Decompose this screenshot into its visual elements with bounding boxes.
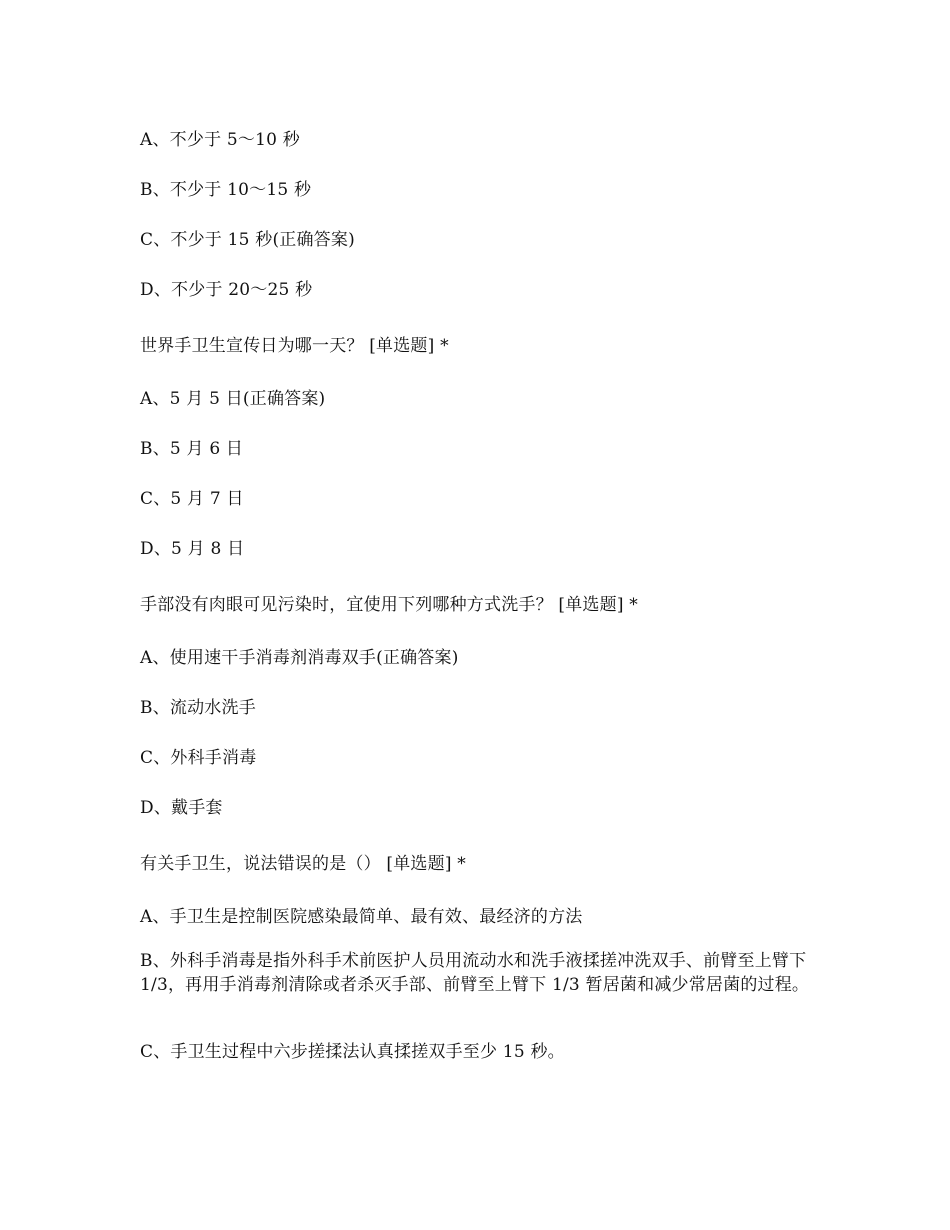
q1-option-c: C、不少于 15 秒(正确答案)	[140, 230, 355, 250]
q2-option-b: B、5 月 6 日	[140, 439, 244, 459]
q3-option-b: B、流动水洗手	[140, 698, 256, 718]
q3-question: 手部没有肉眼可见污染时，宜使用下列哪种方式洗手？ [单选题] *	[140, 595, 638, 615]
q4-option-b: B、外科手消毒是指外科手术前医护人员用流动水和洗手液揉搓冲洗双手、前臂至上臂下 1/3，再用手消毒剂清除或者杀灭手部、前臂至上臂下 1/3 暂居菌和减少常居菌的过程。	[140, 951, 810, 995]
document-page	[140, 0, 820, 1230]
q2-option-a: A、5 月 5 日(正确答案)	[140, 389, 326, 409]
q1-option-a: A、不少于 5～10 秒	[140, 130, 300, 150]
q2-option-c: C、5 月 7 日	[140, 489, 244, 509]
q1-option-b: B、不少于 10～15 秒	[140, 180, 312, 200]
q4-option-a: A、手卫生是控制医院感染最简单、最有效、最经济的方法	[140, 907, 583, 927]
q3-option-d: D、戴手套	[140, 798, 223, 818]
q2-question: 世界手卫生宣传日为哪一天？ [单选题] *	[140, 336, 449, 356]
q3-option-a: A、使用速干手消毒剂消毒双手(正确答案)	[140, 648, 459, 668]
q4-option-c: C、手卫生过程中六步搓揉法认真揉搓双手至少 15 秒。	[140, 1042, 565, 1062]
q3-option-c: C、外科手消毒	[140, 748, 257, 768]
q1-option-d: D、不少于 20～25 秒	[140, 280, 313, 300]
q4-question: 有关手卫生，说法错误的是（） [单选题] *	[140, 854, 466, 874]
q2-option-d: D、5 月 8 日	[140, 539, 245, 559]
